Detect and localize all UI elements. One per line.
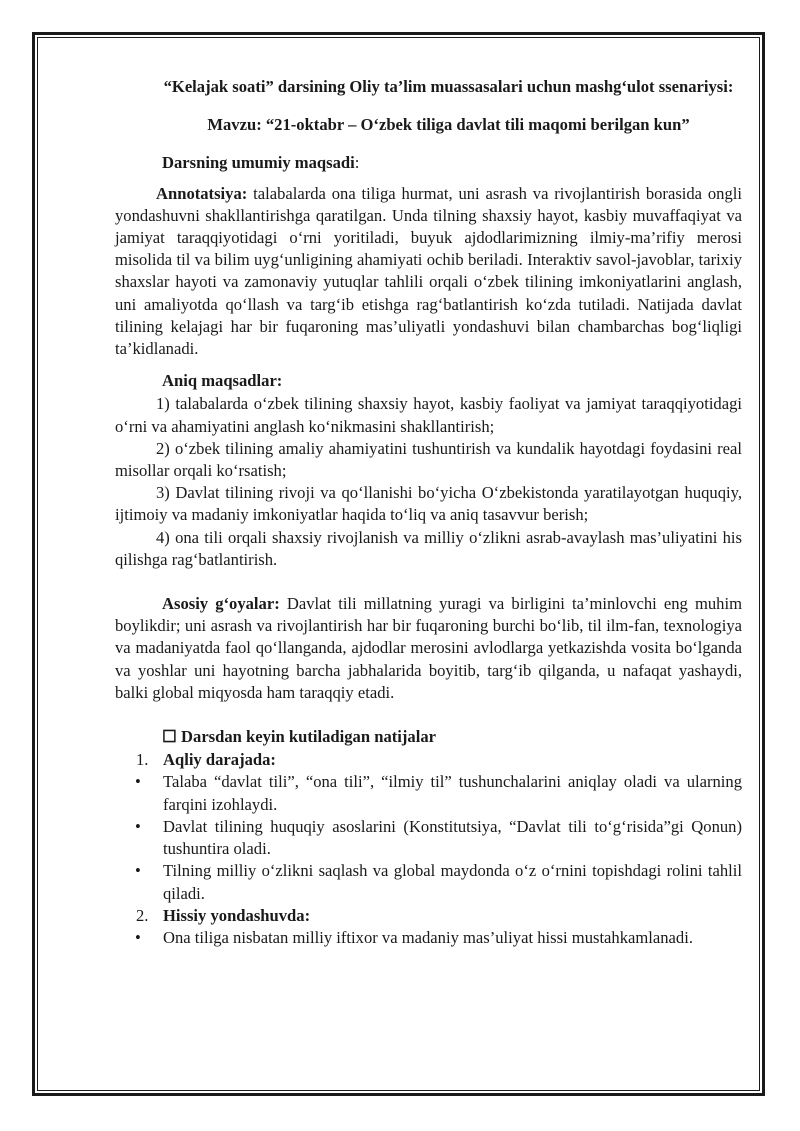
goal-item: 1) talabalarda o‘zbek tilining shaxsiy hayot, kasbiy faoliyat va jamiyat taraqqiyotidagi o‘rni va ahamiyatini anglash ko‘nikmasini shakllantirish; — [115, 394, 742, 436]
list-item: • Davlat tilining huquqiy asoslarini (Konstitutsiya, “Davlat tili to‘g‘risida”gi Qonun) tushuntira oladi. — [115, 816, 742, 860]
list-item: • Tilning milliy o‘zlikni saqlash va global maydonda o‘z o‘rnini topishdagi rolini tahlil qiladi. — [115, 860, 742, 904]
results-heading: ☐ Darsdan keyin kutiladigan natijalar — [162, 727, 436, 747]
main-ideas-text: Davlat tili millatning yuragi va birligini ta’minlovchi eng muhim boylikdir; uni asrash va rivojlantirish har bir fuqaroning burchi bo‘lib, til ilm-fan, texnologiya va madaniyatda faol qo‘llanganda, ajdodlar merosini avlodlarga yetkazishda vosita bo‘lganda va yoshlar uni hayotning barcha jabhalarida boyitib, targ‘ib qilganda, u nafaqat yashaydi, balki global miqyosda ham taraqqiy etadi. — [115, 594, 742, 702]
goal-item: 4) ona tili orqali shaxsiy rivojlanish va milliy o‘zlikni asrab-avaylash mas’uliyatini his qilishga rag‘batlantirish. — [115, 527, 742, 569]
list-item: • Talaba “davlat tili”, “ona tili”, “ilmiy til” tushunchalarini aniqlay oladi va ularning farqini izohlaydi. — [115, 771, 742, 815]
result-level: 2. Hissiy yondashuvda: — [136, 905, 311, 925]
main-ideas-label: Asosiy g‘oyalar: — [162, 594, 280, 614]
list-item: • Ona tiliga nisbatan milliy iftixor va madaniy mas’uliyat hissi mustahkamlanadi. — [115, 927, 742, 949]
document-title: “Kelajak soati” darsining Oliy ta’lim muassasalari uchun mashg‘ulot ssenariysi: — [163, 77, 734, 96]
annotation-paragraph — [115, 183, 742, 361]
bullet-icon: • — [135, 816, 141, 836]
goal-heading: Darsning umumiy maqsadi: — [162, 153, 360, 173]
goal-item: 3) Davlat tilining rivoji va qo‘llanishi bo‘yicha O‘zbekistonda yaratilayotgan huquqiy, ijtimoiy va madaniy imkoniyatlar haqida to‘liq va aniq tasavvur berish; — [115, 483, 742, 525]
result-level: 1. Aqliy darajada: — [136, 750, 276, 770]
checkbox-icon: ☐ — [162, 727, 177, 747]
specific-goals-heading: Aniq maqsadlar: — [162, 371, 283, 391]
goal-item: 2) o‘zbek tilining amaliy ahamiyatini tushuntirish va kundalik hayotdagi foydasini real misollar orqali ko‘rsatish; — [115, 438, 742, 481]
bullet-icon: • — [135, 927, 141, 947]
main-ideas-paragraph — [115, 593, 742, 704]
bullet-icon: • — [135, 861, 141, 881]
bullet-icon: • — [135, 772, 141, 792]
annotation-text: talabalarda ona tiliga hurmat, uni asrash va rivojlantirish borasida ongli yondashuvni shakllantirishga qaratilgan. Unda tilning shaxsiy hayot, kasbiy muvaffaqiyat va jamiyat taraqqiyotidagi o‘rni yoritiladi, buyuk ajdodlarimizning ilmiy-ma’rifiy merosi misolida til va bilim uyg‘unligining ahamiyati ochib beriladi. Interaktiv savol-javoblar, tarixiy shaxslar hayoti va zamonaviy yutuqlar tahlili orqali o‘zbek tilining imkoniyatlarini anglash, uni amaliyotda qo‘llash va targ‘ib etishga rag‘batlantirish ko‘zda tutiladi. Natijada davlat tilining kelajagi har bir fuqaroning mas’uliyatli yondashuvi bilan chambarchas bog‘liqligi ta’kidlanadi. — [115, 183, 742, 359]
annotation-label: Annotatsiya: — [156, 183, 248, 203]
document-body — [115, 76, 742, 949]
lesson-topic: Mavzu: “21-oktabr – O‘zbek tiliga davlat tili maqomi berilgan kun” — [207, 115, 690, 135]
